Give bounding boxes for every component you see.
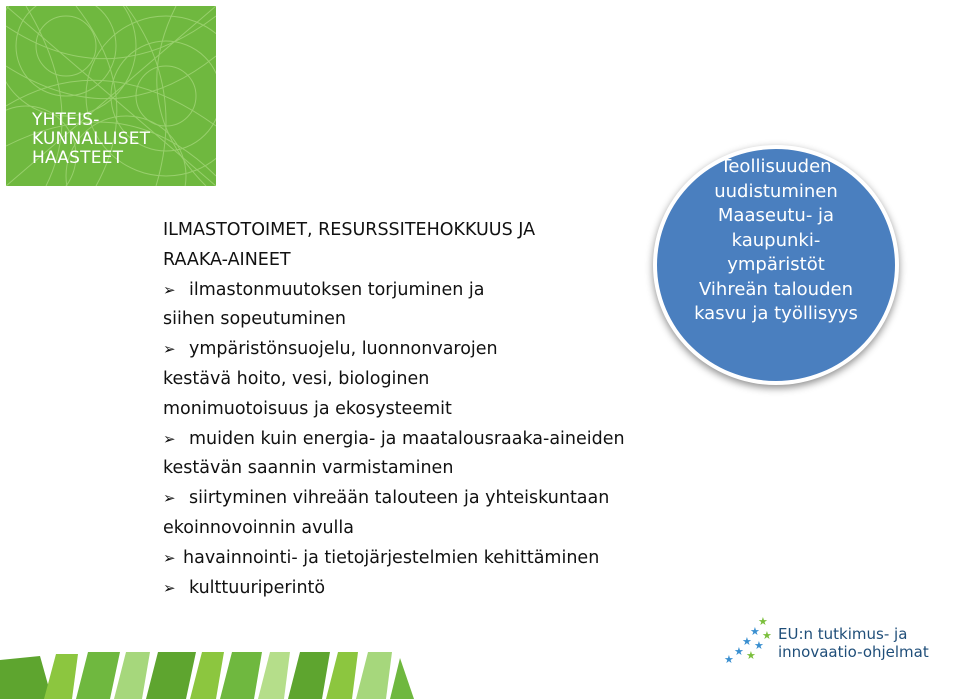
- heading-line: RAAKA-AINEET: [163, 249, 291, 270]
- svg-text:★: ★: [754, 639, 764, 652]
- list-item-continuation: kestävän saannin varmistaminen: [163, 458, 454, 479]
- list-item-text: siirtyminen vihreään talouteen ja yhteiskuntaan: [189, 488, 610, 509]
- heading-line: ILMASTOTOIMET, RESURSSITEHOKKUUS JA: [163, 220, 536, 240]
- svg-text:★: ★: [750, 625, 760, 638]
- logo-line: HAASTEET: [32, 148, 124, 168]
- green-stripes-decoration: [0, 648, 420, 699]
- svg-text:★: ★: [724, 653, 734, 666]
- svg-text:★: ★: [758, 615, 768, 628]
- svg-text:★: ★: [742, 635, 752, 648]
- arrow-bullet-icon: ➢: [163, 548, 176, 567]
- theme-bubble: [653, 145, 899, 385]
- list-item: [163, 484, 723, 514]
- bubble-line: Maaseutu- ja: [717, 205, 835, 226]
- svg-text:★: ★: [746, 649, 756, 662]
- list-item-continuation: siihen sopeutuminen: [163, 309, 346, 330]
- arrow-bullet-icon: ➢: [163, 429, 176, 448]
- list-item: [163, 544, 723, 574]
- list-item: [163, 574, 723, 604]
- bubble-line: ympäristöt: [727, 254, 825, 275]
- arrow-bullet-icon: ➢: [163, 280, 176, 299]
- arrow-bullet-icon: ➢: [163, 489, 176, 508]
- logo-text: [32, 111, 150, 168]
- bubble-line: uudistuminen: [714, 180, 838, 202]
- eu-logo-text: [778, 625, 929, 661]
- bubble-line: kasvu ja työllisyys: [694, 303, 858, 324]
- list-item-continuation: monimuotoisuus ja ekosysteemit: [163, 398, 452, 419]
- stars-icon: [722, 613, 778, 669]
- bubble-line: kaupunki-: [731, 229, 821, 251]
- list-item-text: ilmastonmuutoksen torjuminen ja: [189, 279, 485, 300]
- arrow-bullet-icon: ➢: [163, 340, 176, 359]
- eu-logo-line: innovaatio-ohjelmat: [778, 643, 929, 661]
- svg-text:★: ★: [762, 629, 772, 642]
- list-item-continuation: kestävä hoito, vesi, biologinen: [163, 368, 430, 389]
- bubble-line: Vihreän talouden: [699, 278, 853, 300]
- list-item-text: havainnointi- ja tietojärjestelmien kehittäminen: [183, 547, 600, 568]
- logo-line: YHTEIS-: [32, 110, 100, 130]
- list-item-text: muiden kuin energia- ja maatalousraaka-aineiden: [189, 428, 625, 449]
- challenge-text-block: [163, 216, 723, 603]
- list-item: [163, 335, 723, 365]
- list-item-continuation: ekoinnovoinnin avulla: [163, 517, 354, 538]
- program-logo-tile: [6, 6, 216, 186]
- list-item: [163, 276, 723, 306]
- eu-research-logo: [722, 613, 952, 669]
- bubble-line: Teollisuuden: [720, 156, 832, 177]
- arrow-bullet-icon: ➢: [163, 578, 176, 597]
- list-item: [163, 425, 723, 455]
- list-item-text: ympäristönsuojelu, luonnonvarojen: [189, 339, 498, 360]
- eu-logo-line: EU:n tutkimus- ja: [778, 625, 908, 643]
- list-item-text: kulttuuriperintö: [189, 577, 326, 598]
- logo-line: KUNNALLISET: [32, 129, 151, 149]
- svg-text:★: ★: [734, 645, 744, 658]
